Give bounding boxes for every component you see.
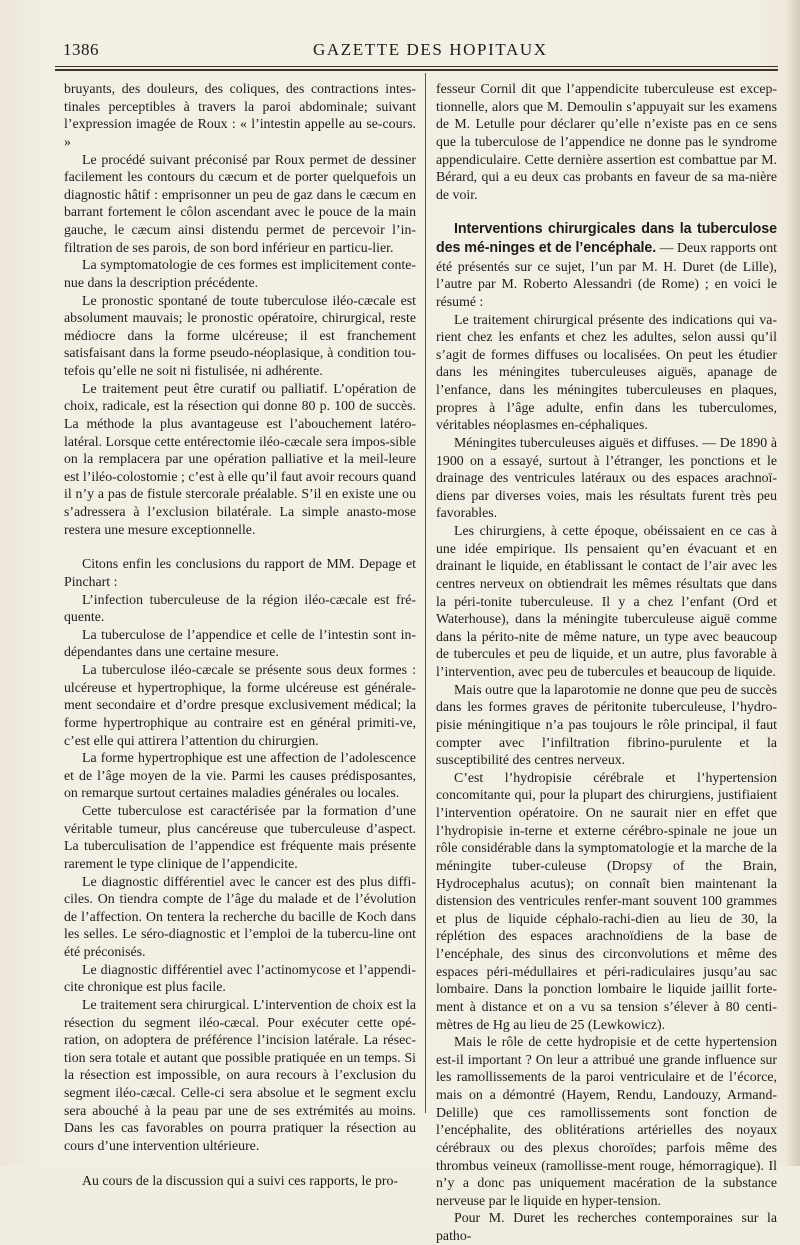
column-divider [425,73,426,1113]
paragraph: Cette tuberculose est caractérisée par la formation d’une véritable tumeur, plus cancéreuse que tuberculeuse d’aspect. La tuberculisation de l’appendice est fréquente mais présente rarement le type clinique de l’appendicite. [64,803,416,871]
paragraph: Méningites tuberculeuses aiguës et diffuses. — De 1890 à 1900 on a essayé, surtout à l’étranger, les ponctions et le drainage des ventricules latéraux ou des espaces arachnoï-diens par diverses voies, mais les résultats furent très peu favorables. [436,434,777,521]
paragraph: C’est l’hydropisie cérébrale et l’hypertension concomitante qui, pour la plupart des chirurgiens, justifiaient l’intervention opératoire. On ne saurait nier en effet que l’hydropisie in-terne et externe cérébro-spinale ne joue un rôle considérable dans la symptomatologie et la marche de la méningite tuber-culeuse (Dropsy of the Brain, Hydrocephalus acutus); on connaît bien maintenant la distension des ventricules renfer-mant souvent 100 grammes et plus de liquide céphalo-rachi-dien au lieu de 30, la réplétion des espaces arachnoïdiens de la base de l’encéphale, des sinus des circonvolutions et même des espaces péri-médullaires et péri-radiculaires jusqu’au sac lombaire. Dans la ponction lombaire le liquide jaillit forte-ment à distance et on a vu sa tension s’élever à 80 centi-mètres de Hg au lieu de 25 (Lewkowicz). [436,769,777,1032]
paragraph: bruyants, des douleurs, des coliques, des contractions intes-tinales perceptibles à travers la paroi abdominale; suivant l’expression imagée de Roux : « l’intestin appelle au se-cours. » [64,81,416,149]
paragraph: fesseur Cornil dit que l’appendicite tuberculeuse est excep-tionnelle, alors que M. Demoulin s’appuyait sur les examens de M. Letulle pour déclarer qu’elle n’existe pas en ce sens que la tuberculose de l’appendice ne donne pas le syndrome appendiculaire. Cette dernière assertion est combattue par M. Bérard, qui a eu deux cas probants en faveur de sa ma-nière de voir. [436,81,777,202]
paragraph: L’infection tuberculeuse de la région iléo-cæcale est fré-quente. [64,591,416,625]
paragraph: La forme hypertrophique est une affection de l’adolescence et de l’âge moyen de la vie. Parmi les causes prédisposantes, on remarque surtout certaines maladies générales ou locales. [64,750,416,801]
paragraph: La tuberculose iléo-cæcale se présente sous deux formes : ulcéreuse et hypertrophique, la forme ulcéreuse est générale-ment secondaire et d’ordre presque exclusivement médical; la forme hypertrophique au contraire est en général primiti-ve, c’est elle qui attirera l’attention du chirurgien. [64,662,416,748]
paragraph: Mais outre que la laparotomie ne donne que peu de succès dans les formes graves de péritonite tuberculeuse, l’hydro-pisie méningitique n’a pas toujours le rôle principal, il faut compter avec l’infiltration fibrino-purulente et la susceptibilité des centres nerveux. [436,681,777,768]
page-number: 1386 [63,40,99,59]
paragraph: Citons enfin les conclusions du rapport de MM. Depage et Pinchart : [64,556,416,589]
paragraph: Mais le rôle de cette hydropisie et de cette hypertension est-il important ? On leur a attribué une grande influence sur les ramollissements de la paroi ventriculaire et de l’écorce, mais on a démontré (Hayem, Rendu, Landouzy, Armand-Delille) que ces ramollissements sont fonction de l’encéphalite, des oblitérations artérielles des noyaux cérébraux ou des plexus choroïdes; parfois même des thrombus veineux (ramollisse-ment rouge, hémorragique). Il n’y a donc pas uniquement macération de la substance nerveuse par le liquide en hyper-tension. [436,1034,777,1208]
paragraph: Pour M. Duret les recherches contemporaines sur la patho- [436,1210,777,1243]
section-intro: — Deux rapports ont été présentés sur ce sujet, l’un par M. H. Duret (de Lille), l’autre par M. Roberto Alessandri (de Rome) ; en voici le résumé : [436,240,777,309]
page-edge-shadow [786,0,800,1166]
paragraph: Le traitement peut être curatif ou palliatif. L’opération de choix, radicale, est la résection qui donne 80 p. 100 de succès. La méthode la plus avantageuse est l’abouchement latéro-latéral. Lorsque cette entérectomie iléo-cæcale sera impos-sible on la remplacera par une opération palliative et la meil-leure est l’iléo-colostomie ; c’est à elle qu’il faut avoir recours quand il n’y a pas de fistule stercorale préalable. S’il en existe une ou s’adressera à l’exclusion bilatérale. La simple anasto-mose restera une mesure exceptionnelle. [64,380,416,537]
paragraph: La symptomatologie de ces formes est implicitement conte-nue dans la description précédente. [64,257,416,290]
paragraph: La tuberculose de l’appendice et celle de l’intestin sont in-dépendantes dans une certaine mesure. [64,626,416,660]
header-rule-thick [55,69,778,71]
paragraph: Le diagnostic différentiel avec l’actinomycose et l’appendi-cite chronique est plus facile. [64,961,416,995]
right-column [436,80,777,1245]
section-heading: Interventions chirurgicales dans la tuberculose des mé-ninges et de l’encéphale. [436,221,777,256]
page-header [55,37,790,65]
paragraph: Les chirurgiens, à cette époque, obéissaient en ce cas à une idée empirique. Ils pensaient qu’en évacuant et en drainant le liquide, en établissant le contact de l’air avec les centres nerveux on obtiendrait les mêmes résultats que dans la péri-tonite tuberculeuse. Il y a chez l’enfant (Ord et Waterhouse), dans la méningite tuberculeuse aiguë comme dans la périto-nite de même nature, un type avec beaucoup de tubercules et peu de liquide, et un autre, plus favorable à l’intervention, avec peu de tubercules et beaucoup de liquide. [436,523,777,679]
left-column [64,80,416,1189]
header-rule [55,66,778,67]
section-paragraph [436,220,777,310]
paragraph: Le pronostic spontané de toute tuberculose iléo-cæcale est absolument mauvais; le pronostic opératoire, chirurgical, reste médiocre dans la forme ulcéreuse; il est franchement satisfaisant dans la forme pseudo-néoplasique, à condition tou-tefois qu’elle ne soit ni fistulisée, ni adhérente. [64,292,416,378]
paragraph: Le diagnostic différentiel avec le cancer est des plus diffi-ciles. On tiendra compte de l’âge du malade et de l’évolution de l’affection. On tentera la recherche du bacille de Koch dans les selles. Le séro-diagnostic et l’emploi de la tubercu-line ont été préconisés. [64,873,416,959]
paragraph: Au cours de la discussion qui a suivi ces rapports, le pro- [82,1172,399,1188]
running-title: GAZETTE DES HOPITAUX [313,40,548,59]
paragraph: Le traitement chirurgical présente des indications qui va-rient chez les enfants et chez les adultes, selon aussi qu’il s’agit de formes diffuses ou localisées. On peut les étudier dans les méningites tuberculeuses aiguës, apanage de l’enfance, dans les méningites tuberculeuses en plaques, propres à l’âge adulte, enfin dans les tuberculomes, véritables néoplasmes en-céphaliques. [436,311,777,433]
paragraph: Le traitement sera chirurgical. L’intervention de choix est la résection du segment iléo-cæcal. Pour exécuter cette opé-ration, on adoptera de préférence l’incision latérale. La résec-tion sera totale et autant que possible pratiquée en un temps. Si la résection est impossible, on aura recours à l’exclusion du segment iléo-cæcal. Celle-ci sera absolue et le segment exclu sera abouché à la peau par une de ses extrémités au moins. Dans les cas favorables on pourra pratiquer la résection au cours d’une intervention ultérieure. [64,996,416,1153]
paragraph: Le procédé suivant préconisé par Roux permet de dessiner facilement les contours du cæcum et de porter quelquefois un diagnostic hâtif : emprisonner un peu de gaz dans le cæcum en barrant fortement le côlon ascendant avec le pouce de la main gauche, le cæcum ainsi distendu permet de percevoir l’in-filtration de ses parois, de son bord inférieur en particu-lier. [64,151,416,255]
